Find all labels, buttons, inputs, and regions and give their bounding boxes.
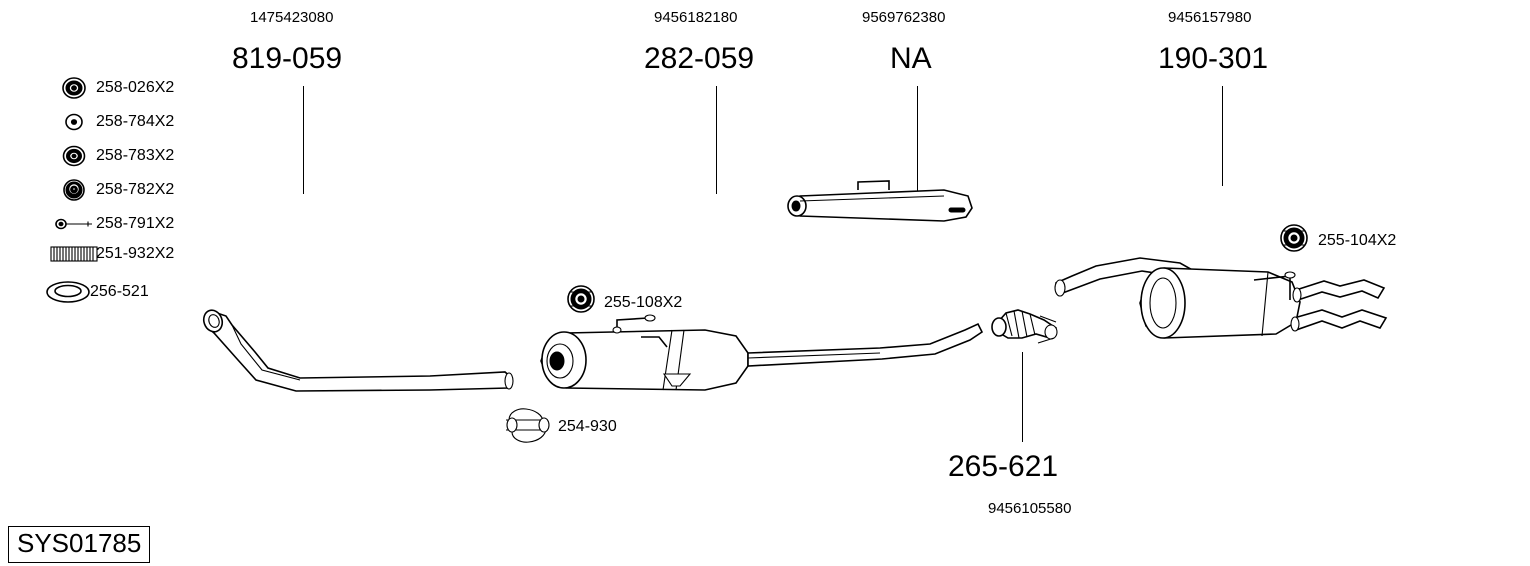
flex-connector-265-621 [992, 310, 1057, 343]
legend-label: 258-784X2 [96, 113, 175, 130]
legend-label: 258-791X2 [96, 215, 175, 232]
inline-label-254-930: 254-930 [558, 418, 617, 435]
oem-number-4: 9456157980 [1168, 9, 1252, 26]
resonator-na [788, 181, 972, 221]
legend-label: 258-782X2 [96, 181, 175, 198]
inline-label-255-104X2: 255-104X2 [1318, 232, 1397, 249]
part-number-282-059: 282-059 [644, 42, 755, 75]
rear-silencer-190-301 [1055, 258, 1386, 338]
part-number-819-059: 819-059 [232, 42, 343, 75]
inline-label-255-108X2: 255-108X2 [604, 294, 683, 311]
legend-label: 251-932X2 [96, 245, 175, 262]
oem-number-1: 1475423080 [250, 9, 334, 26]
oem-number-3: 9569762380 [862, 9, 946, 26]
part-number-190-301: 190-301 [1158, 42, 1269, 75]
system-code-badge: SYS01785 [8, 526, 150, 563]
legend-label: 256-521 [90, 283, 149, 300]
front-pipe-819-059 [201, 308, 513, 391]
clamp-255-104X2-icon [1281, 225, 1307, 251]
centre-silencer-282-059 [541, 315, 982, 390]
legend-label: 258-026X2 [96, 79, 175, 96]
oem-number-265-621: 9456105580 [988, 500, 1072, 517]
part-number-na: NA [890, 42, 932, 75]
clamp-254-930-icon [506, 409, 549, 442]
part-number-265-621: 265-621 [948, 450, 1059, 483]
oem-number-2: 9456182180 [654, 9, 738, 26]
legend-label: 258-783X2 [96, 147, 175, 164]
clamp-255-108X2-icon [568, 286, 594, 312]
